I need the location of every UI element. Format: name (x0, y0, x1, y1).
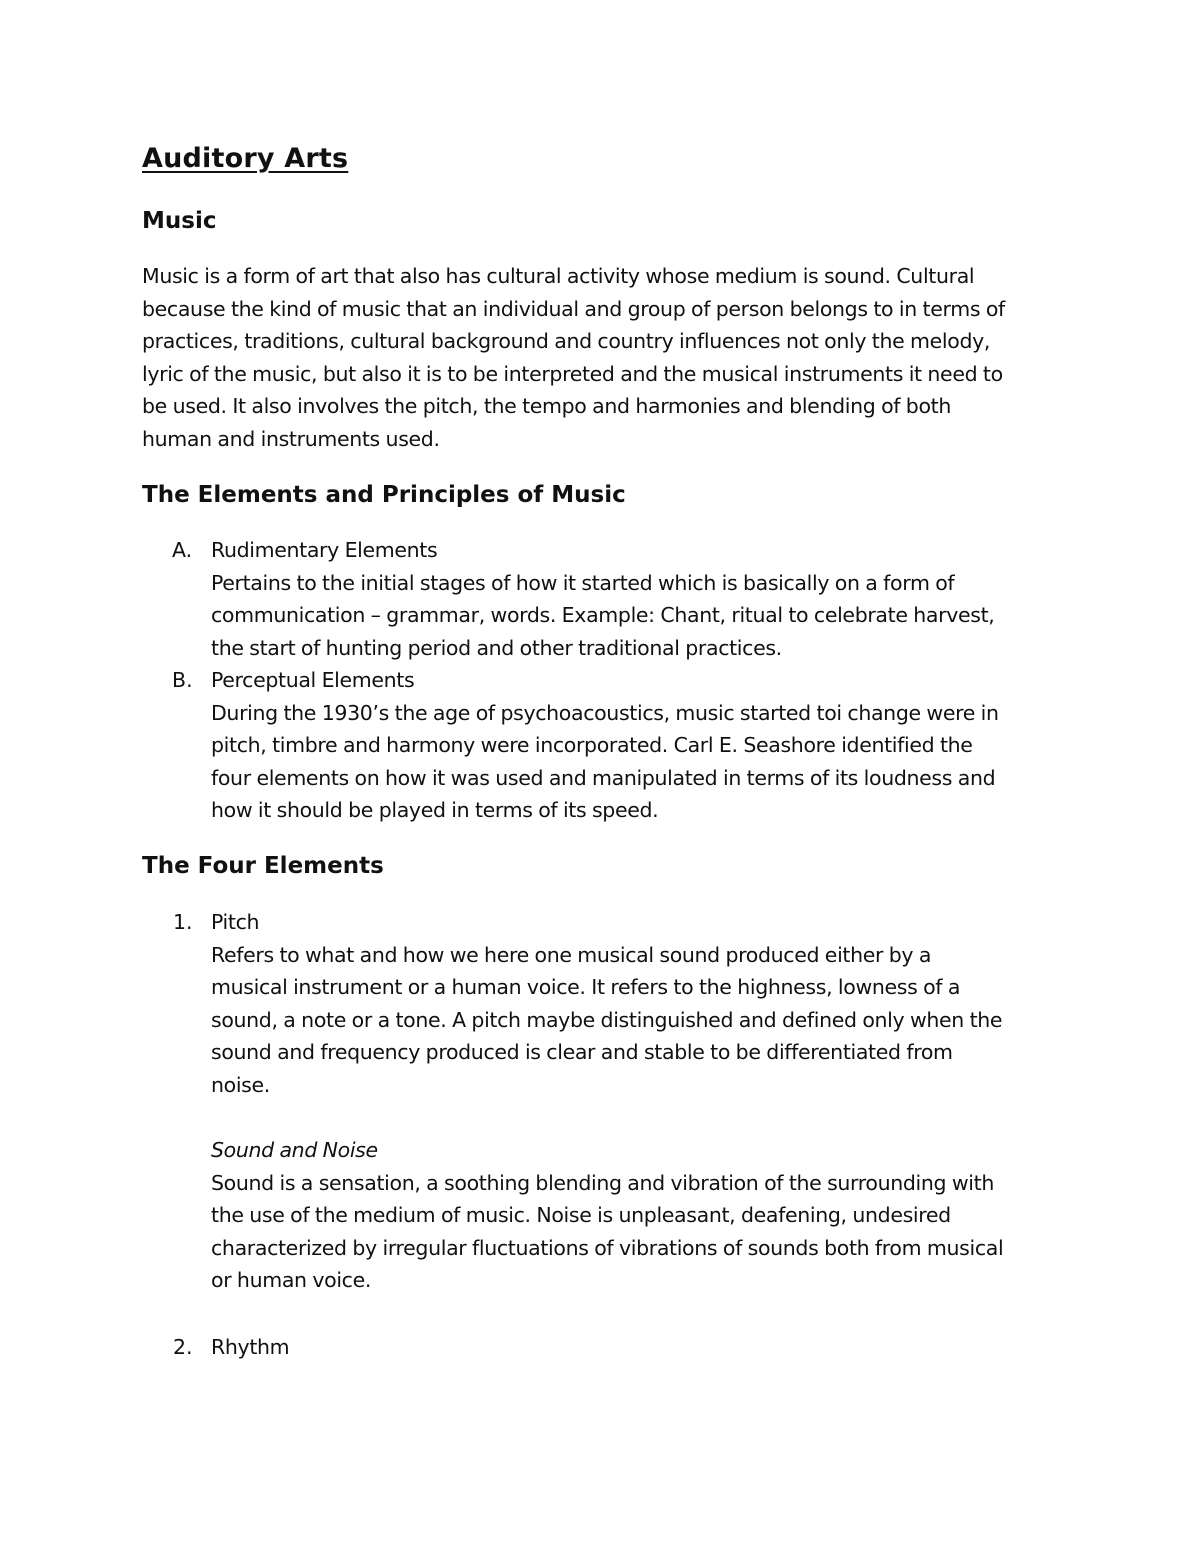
list-marker: 1. (173, 910, 193, 934)
music-heading: Music (142, 208, 217, 234)
list-item-text (211, 534, 994, 664)
paragraph-line: four elements on how it was used and manipulated in terms of its loudness and (211, 765, 996, 790)
paragraph-line: human and instruments used. (142, 426, 440, 451)
music-paragraph (142, 260, 1005, 456)
paragraph-line: or human voice. (211, 1268, 372, 1293)
item-title: Rudimentary Elements (211, 538, 438, 562)
list-marker: 2. (173, 1335, 193, 1359)
paragraph-line: Music is a form of art that also has cultural activity whose medium is sound. Cultural (142, 264, 975, 288)
list-item-text (211, 1331, 289, 1364)
paragraph-line: noise. (211, 1072, 270, 1097)
paragraph-line: how it should be played in terms of its speed. (211, 798, 659, 823)
paragraph-line: lyric of the music, but also it is to be interpreted and the musical instruments it need to (142, 361, 1003, 386)
paragraph-line: practices, traditions, cultural background and country influences not only the melody, (142, 329, 991, 354)
paragraph-line: Pertains to the initial stages of how it started which is basically on a form of (211, 570, 955, 595)
sound-noise-block (211, 1134, 1003, 1297)
item-title: Perceptual Elements (211, 668, 415, 692)
paragraph-line: During the 1930’s the age of psychoacoustics, music started toi change were in (211, 700, 999, 725)
item-title: Pitch (211, 910, 260, 934)
list-item-text (211, 664, 999, 827)
paragraph-line: pitch, timbre and harmony were incorporated. Carl E. Seashore identified the (211, 733, 973, 758)
paragraph-line: sound, a note or a tone. A pitch maybe distinguished and defined only when the (211, 1007, 1003, 1032)
paragraph-line: be used. It also involves the pitch, the tempo and harmonies and blending of both (142, 394, 951, 419)
sub-heading: Sound and Noise (211, 1138, 378, 1162)
list-marker: A. (172, 538, 193, 562)
paragraph-line: musical instrument or a human voice. It refers to the highness, lowness of a (211, 975, 961, 1000)
paragraph-line: Sound is a sensation, a soothing blending and vibration of the surrounding with (211, 1170, 994, 1195)
paragraph-line: Refers to what and how we here one musical sound produced either by a (211, 942, 932, 967)
paragraph-line: characterized by irregular fluctuations of vibrations of sounds both from musical (211, 1235, 1004, 1260)
paragraph-line: because the kind of music that an individual and group of person belongs to in terms of (142, 296, 1005, 321)
paragraph-line: the start of hunting period and other traditional practices. (211, 635, 782, 660)
list-item-text (211, 906, 1002, 1102)
paragraph-line: the use of the medium of music. Noise is unpleasant, deafening, undesired (211, 1203, 951, 1228)
list-marker: B. (172, 668, 193, 692)
elements-principles-heading: The Elements and Principles of Music (142, 482, 626, 508)
paragraph-line: communication – grammar, words. Example: Chant, ritual to celebrate harvest, (211, 603, 995, 628)
item-title: Rhythm (211, 1335, 290, 1359)
page-title: Auditory Arts (142, 143, 349, 174)
paragraph-line: sound and frequency produced is clear and stable to be differentiated from (211, 1040, 953, 1065)
four-elements-heading: The Four Elements (142, 853, 384, 879)
